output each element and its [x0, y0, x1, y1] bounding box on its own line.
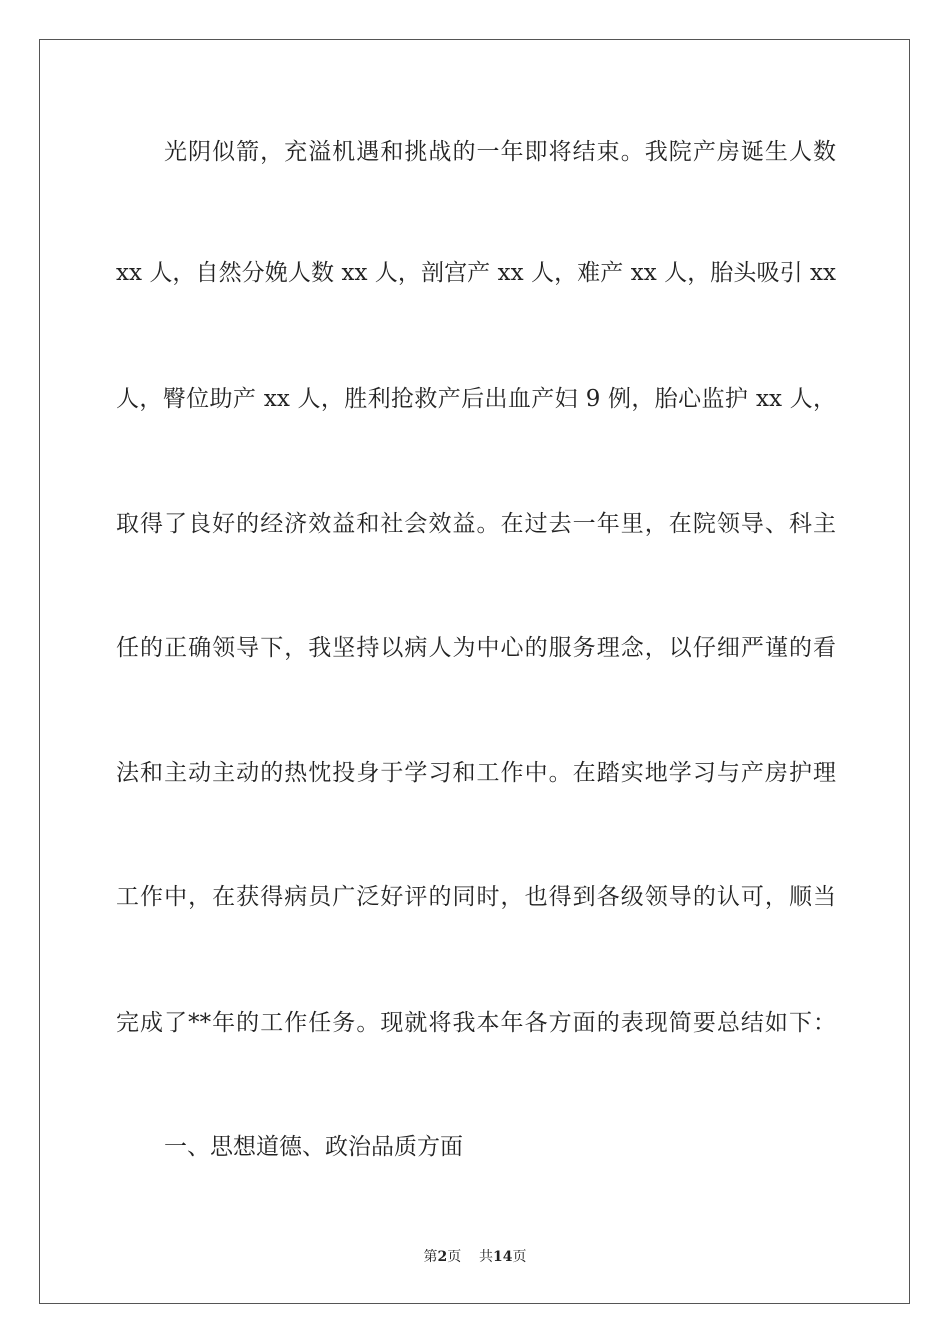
paragraph-line-5: 任的正确领导下，我坚持以病人为中心的服务理念，以仔细严谨的看: [116, 635, 836, 661]
footer-page-prefix: 第: [423, 1249, 438, 1265]
paragraph-line-4: 取得了良好的经济效益和社会效益。在过去一年里，在院领导、科主: [116, 511, 836, 537]
section-heading: 一、思想道德、政治品质方面: [164, 1134, 463, 1160]
paragraph-line-2: xx 人，自然分娩人数 xx 人，剖宫产 xx 人，难产 xx 人，胎头吸引 xx: [116, 260, 836, 286]
footer-total-suffix: 页: [512, 1249, 527, 1265]
footer-page-suffix: 页: [447, 1249, 462, 1265]
page-border: [39, 39, 910, 1304]
paragraph-line-1: 光阴似箭，充溢机遇和挑战的一年即将结束。我院产房诞生人数: [164, 139, 836, 165]
paragraph-line-7: 工作中，在获得病员广泛好评的同时，也得到各级领导的认可，顺当: [116, 884, 836, 910]
footer-total-prefix: 共: [479, 1249, 494, 1265]
paragraph-line-6: 法和主动主动的热忱投身于学习和工作中。在踏实地学习与产房护理: [116, 760, 836, 786]
footer-page-number: 2: [437, 1249, 448, 1265]
paragraph-line-3: 人，臀位助产 xx 人，胜利抢救产后出血产妇 9 例，胎心监护 xx 人，: [116, 386, 836, 412]
page-footer: [0, 1248, 950, 1266]
footer-total-pages: 14: [493, 1249, 513, 1265]
paragraph-line-8: 完成了**年的工作任务。现就将我本年各方面的表现简要总结如下：: [116, 1010, 836, 1036]
